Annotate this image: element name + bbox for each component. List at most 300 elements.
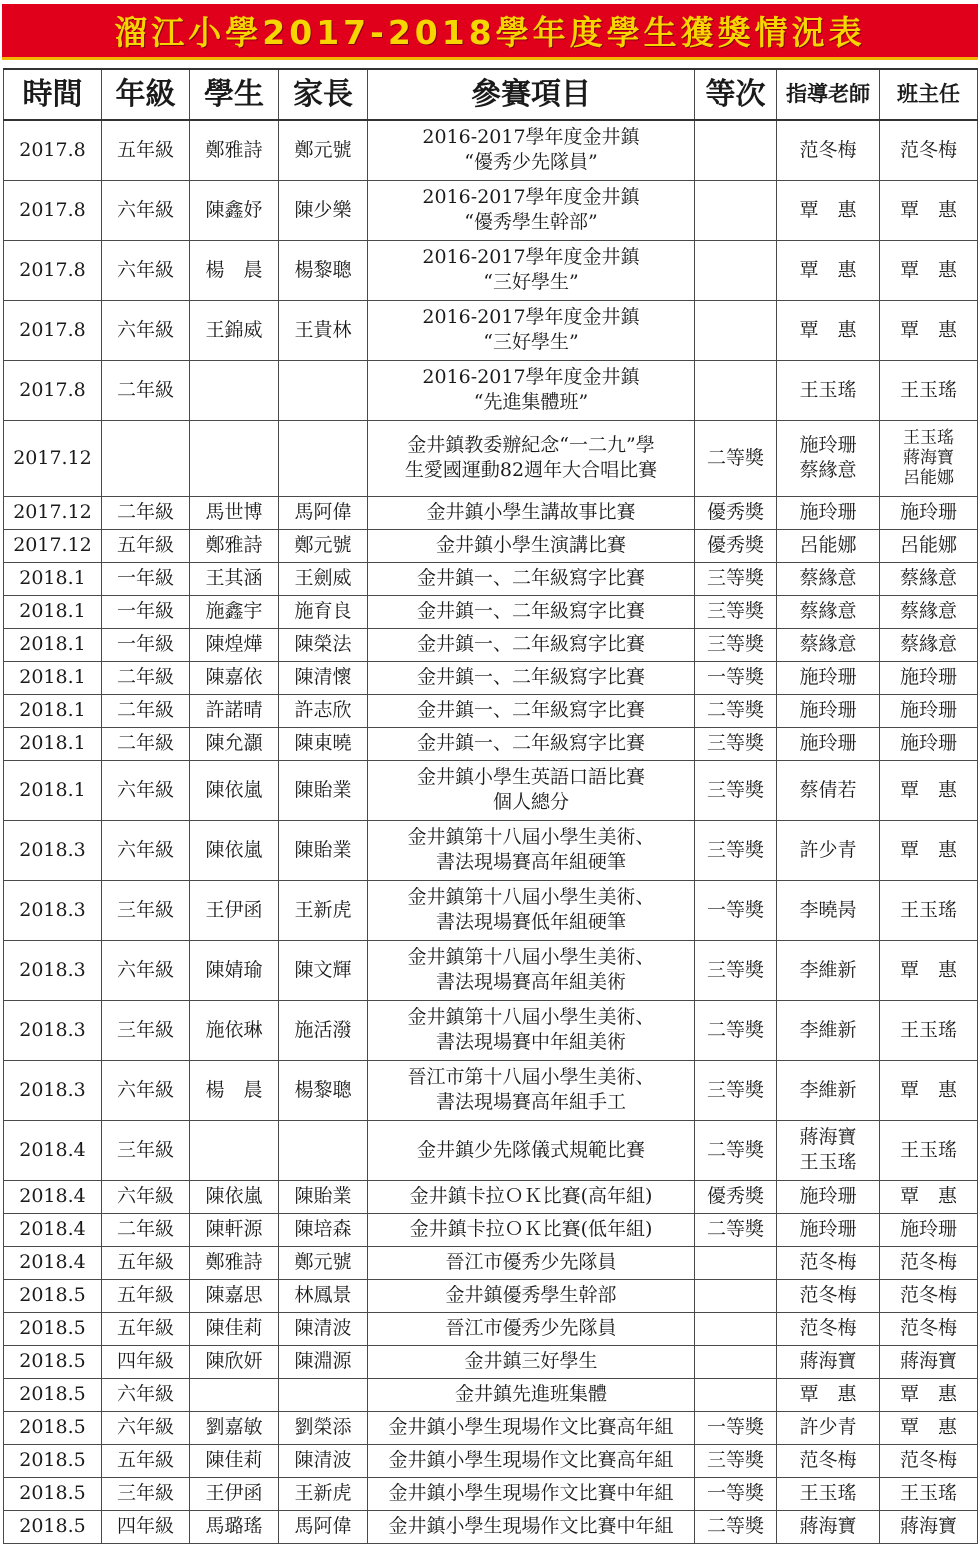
awards-table-wrapper [3, 68, 977, 1544]
cell-homeroom [880, 529, 978, 562]
cell-student: 陳嘉依 [190, 661, 279, 694]
cell-student: 陳佳莉 [190, 1444, 279, 1477]
cell-event [368, 1444, 695, 1477]
cell-award [695, 240, 777, 300]
table-row [4, 562, 978, 595]
cell-parent: 陳貽業 [279, 1180, 368, 1213]
cell-advisor-line: 范冬梅 [799, 1449, 857, 1471]
cell-date: 2018.5 [4, 1378, 102, 1411]
cell-advisor [777, 1000, 880, 1060]
cell-advisor-line: 覃 惠 [799, 318, 857, 341]
cell-advisor [777, 1378, 880, 1411]
cell-event [368, 1345, 695, 1378]
table-row [4, 1213, 978, 1246]
cell-homeroom [880, 1312, 978, 1345]
cell-advisor [777, 940, 880, 1000]
cell-event [368, 1279, 695, 1312]
table-row [4, 1000, 978, 1060]
cell-homeroom [880, 820, 978, 880]
header-event: 參賽項目 [368, 69, 695, 120]
table-header-row [4, 69, 978, 120]
cell-event-line: 金井鎮一、二年級寫字比賽 [416, 732, 645, 754]
cell-student: 施鑫宇 [190, 595, 279, 628]
cell-event-line: 金井鎮小學生演講比賽 [435, 534, 626, 556]
cell-student: 陳允灝 [190, 727, 279, 760]
cell-student: 馬璐瑤 [190, 1510, 279, 1543]
cell-grade: 二年級 [102, 360, 190, 420]
cell-homeroom-line: 施玲珊 [899, 666, 957, 688]
cell-award: 三等獎 [695, 820, 777, 880]
table-row [4, 727, 978, 760]
cell-student [190, 1120, 279, 1180]
cell-homeroom [880, 1279, 978, 1312]
cell-student [190, 1378, 279, 1411]
cell-advisor-line: 覃 惠 [799, 198, 857, 221]
cell-advisor-line: 施玲珊 [799, 1218, 857, 1240]
cell-parent: 楊黎聰 [279, 1060, 368, 1120]
cell-grade: 四年級 [102, 1510, 190, 1543]
cell-advisor-line: 施玲珊 [799, 699, 857, 721]
cell-advisor [777, 240, 880, 300]
cell-parent: 陳貽業 [279, 820, 368, 880]
cell-award [695, 180, 777, 240]
cell-event [368, 1378, 695, 1411]
cell-homeroom-line: 施玲珊 [899, 699, 957, 721]
cell-event [368, 1000, 695, 1060]
cell-homeroom [880, 420, 978, 496]
cell-advisor [777, 661, 880, 694]
cell-parent [279, 420, 368, 496]
cell-advisor [777, 496, 880, 529]
cell-award: 一等獎 [695, 1477, 777, 1510]
cell-parent: 陳少樂 [279, 180, 368, 240]
cell-advisor-line: 王玉瑤 [799, 1151, 857, 1173]
cell-grade: 六年級 [102, 300, 190, 360]
cell-advisor [777, 420, 880, 496]
cell-grade: 二年級 [102, 1213, 190, 1246]
cell-homeroom [880, 1180, 978, 1213]
cell-date: 2018.4 [4, 1120, 102, 1180]
header-homeroom: 班主任 [880, 69, 978, 120]
table-row [4, 1345, 978, 1378]
cell-homeroom [880, 1246, 978, 1279]
cell-award: 一等獎 [695, 880, 777, 940]
cell-grade: 五年級 [102, 1312, 190, 1345]
cell-advisor [777, 694, 880, 727]
cell-event-line: 金井鎮卡拉ＯＫ比賽(低年組) [409, 1218, 653, 1240]
cell-date: 2018.1 [4, 595, 102, 628]
cell-event-line: 金井鎮第十八屆小學生美術、 [407, 886, 655, 908]
cell-student: 陳依嵐 [190, 1180, 279, 1213]
cell-student: 陳婧瑜 [190, 940, 279, 1000]
cell-advisor [777, 1246, 880, 1279]
cell-advisor [777, 760, 880, 820]
cell-event [368, 1312, 695, 1345]
cell-parent: 王劍威 [279, 562, 368, 595]
cell-homeroom [880, 628, 978, 661]
cell-parent: 馬阿偉 [279, 496, 368, 529]
cell-advisor-line: 王玉瑤 [799, 1482, 857, 1504]
cell-grade: 三年級 [102, 880, 190, 940]
cell-homeroom [880, 240, 978, 300]
cell-award [695, 1279, 777, 1312]
cell-homeroom-line: 施玲珊 [899, 501, 957, 523]
cell-homeroom-line: 蔡緣意 [899, 567, 957, 589]
cell-homeroom-line: 覃 惠 [899, 258, 957, 281]
cell-advisor-line: 李維新 [799, 958, 857, 981]
cell-event-line: “優秀少先隊員” [464, 151, 598, 174]
cell-advisor-line: 蔡緣意 [799, 459, 857, 481]
cell-date: 2018.1 [4, 562, 102, 595]
cell-award: 三等獎 [695, 760, 777, 820]
cell-advisor-line: 蔡倩若 [799, 778, 857, 801]
cell-award: 三等獎 [695, 1060, 777, 1120]
cell-student [190, 360, 279, 420]
cell-advisor [777, 360, 880, 420]
cell-homeroom-line: 范冬梅 [899, 1284, 957, 1306]
cell-award: 一等獎 [695, 1411, 777, 1444]
cell-student: 陳欣妍 [190, 1345, 279, 1378]
cell-homeroom [880, 496, 978, 529]
cell-parent: 陳培森 [279, 1213, 368, 1246]
cell-date: 2018.1 [4, 694, 102, 727]
cell-parent: 許志欣 [279, 694, 368, 727]
cell-event [368, 562, 695, 595]
cell-award [695, 360, 777, 420]
cell-homeroom-line: 王玉瑤 [899, 1482, 957, 1504]
cell-event-line: 書法現場賽中年組美術 [435, 1031, 626, 1053]
cell-event-line: 金井鎮小學生英語口語比賽 [416, 766, 645, 788]
cell-homeroom [880, 880, 978, 940]
table-row [4, 1060, 978, 1120]
cell-parent: 陳清波 [279, 1444, 368, 1477]
cell-grade: 六年級 [102, 1411, 190, 1444]
cell-event [368, 1510, 695, 1543]
header-grade: 年級 [102, 69, 190, 120]
cell-grade: 三年級 [102, 1120, 190, 1180]
cell-homeroom-line: 蔣海寶 [899, 1350, 957, 1372]
cell-date: 2017.12 [4, 420, 102, 496]
cell-parent: 馬阿偉 [279, 1510, 368, 1543]
table-row [4, 880, 978, 940]
cell-event [368, 661, 695, 694]
table-row [4, 496, 978, 529]
cell-parent: 林鳳景 [279, 1279, 368, 1312]
cell-date: 2018.5 [4, 1411, 102, 1444]
cell-advisor-line: 蔣海寶 [799, 1126, 857, 1148]
cell-grade: 一年級 [102, 562, 190, 595]
table-row [4, 300, 978, 360]
cell-event-line: 個人總分 [492, 791, 569, 813]
cell-advisor [777, 1510, 880, 1543]
cell-advisor [777, 880, 880, 940]
cell-grade: 三年級 [102, 1000, 190, 1060]
cell-advisor-line: 范冬梅 [799, 1284, 857, 1306]
cell-advisor-line: 王玉瑤 [799, 378, 857, 401]
cell-date: 2018.5 [4, 1510, 102, 1543]
cell-date: 2018.5 [4, 1345, 102, 1378]
table-row [4, 1477, 978, 1510]
cell-event-line: 書法現場賽高年組手工 [435, 1091, 626, 1113]
cell-award [695, 300, 777, 360]
cell-advisor-line: 許少青 [799, 1416, 857, 1438]
cell-advisor-line: 李曉昺 [799, 898, 857, 921]
cell-homeroom-line: 蔡緣意 [899, 633, 957, 655]
cell-event-line: 書法現場賽高年組美術 [435, 971, 626, 993]
cell-event-line: 金井鎮小學生現場作文比賽高年組 [388, 1449, 674, 1471]
cell-advisor [777, 1411, 880, 1444]
cell-homeroom [880, 562, 978, 595]
cell-award [695, 1312, 777, 1345]
cell-event [368, 1411, 695, 1444]
cell-parent: 陳淵源 [279, 1345, 368, 1378]
cell-homeroom [880, 300, 978, 360]
cell-homeroom-line: 覃 惠 [899, 838, 957, 861]
cell-homeroom-line: 王玉瑤 [899, 1018, 957, 1041]
cell-student: 王伊函 [190, 880, 279, 940]
cell-homeroom-line: 王玉瑤 [903, 428, 954, 448]
cell-homeroom [880, 1378, 978, 1411]
table-row [4, 1444, 978, 1477]
cell-homeroom [880, 1120, 978, 1180]
cell-award [695, 1378, 777, 1411]
cell-event-line: 金井鎮一、二年級寫字比賽 [416, 600, 645, 622]
cell-date: 2018.3 [4, 940, 102, 1000]
cell-award: 優秀獎 [695, 496, 777, 529]
cell-grade: 三年級 [102, 1477, 190, 1510]
cell-homeroom [880, 360, 978, 420]
cell-homeroom [880, 595, 978, 628]
cell-advisor-line: 施玲珊 [799, 501, 857, 523]
cell-event-line: “先進集體班” [473, 391, 589, 413]
cell-award: 三等獎 [695, 628, 777, 661]
cell-student: 陳依嵐 [190, 760, 279, 820]
cell-parent: 楊黎聰 [279, 240, 368, 300]
cell-event [368, 240, 695, 300]
cell-parent: 施育良 [279, 595, 368, 628]
cell-grade: 二年級 [102, 496, 190, 529]
cell-grade: 五年級 [102, 1444, 190, 1477]
cell-homeroom-line: 覃 惠 [899, 778, 957, 801]
cell-grade: 二年級 [102, 727, 190, 760]
cell-homeroom-line: 王玉瑤 [899, 898, 957, 921]
cell-homeroom [880, 180, 978, 240]
cell-date: 2017.12 [4, 529, 102, 562]
cell-homeroom [880, 120, 978, 180]
cell-parent: 陳榮法 [279, 628, 368, 661]
cell-event-line: 2016-2017學年度金井鎮 [422, 246, 640, 268]
cell-homeroom [880, 661, 978, 694]
cell-event-line: 金井鎮小學生現場作文比賽中年組 [388, 1482, 674, 1504]
cell-homeroom [880, 1444, 978, 1477]
cell-event-line: 金井鎮三好學生 [464, 1350, 598, 1372]
cell-date: 2017.8 [4, 240, 102, 300]
cell-advisor-line: 施玲珊 [799, 434, 857, 456]
cell-event-line: “三好學生” [483, 271, 579, 293]
cell-event [368, 1477, 695, 1510]
cell-event [368, 180, 695, 240]
cell-advisor-line: 蔡緣意 [799, 567, 857, 589]
cell-event-line: 金井鎮一、二年級寫字比賽 [416, 633, 645, 655]
cell-homeroom [880, 1060, 978, 1120]
cell-advisor-line: 范冬梅 [799, 1317, 857, 1339]
table-row [4, 1312, 978, 1345]
cell-advisor-line: 施玲珊 [799, 1185, 857, 1207]
cell-advisor-line: 蔣海寶 [799, 1515, 857, 1537]
cell-parent: 鄭元號 [279, 120, 368, 180]
header-date: 時間 [4, 69, 102, 120]
cell-event [368, 300, 695, 360]
cell-advisor-line: 蔡緣意 [799, 600, 857, 622]
cell-grade: 四年級 [102, 1345, 190, 1378]
cell-date: 2018.4 [4, 1246, 102, 1279]
cell-advisor-line: 李維新 [799, 1078, 857, 1101]
cell-event [368, 694, 695, 727]
cell-student: 陳軒源 [190, 1213, 279, 1246]
cell-parent: 施活潑 [279, 1000, 368, 1060]
table-row [4, 1246, 978, 1279]
cell-parent [279, 1120, 368, 1180]
cell-homeroom [880, 694, 978, 727]
cell-grade [102, 420, 190, 496]
cell-event [368, 880, 695, 940]
table-row [4, 1378, 978, 1411]
cell-grade: 六年級 [102, 820, 190, 880]
cell-homeroom-line: 蔣海寶 [899, 1515, 957, 1537]
awards-table [3, 68, 978, 1544]
cell-student: 陳嘉思 [190, 1279, 279, 1312]
table-row [4, 120, 978, 180]
cell-advisor [777, 628, 880, 661]
cell-homeroom-line: 范冬梅 [899, 138, 957, 161]
cell-homeroom-line: 蔡緣意 [899, 600, 957, 622]
cell-advisor-line: 蔡緣意 [799, 633, 857, 655]
cell-student [190, 420, 279, 496]
cell-event-line: 金井鎮第十八屆小學生美術、 [407, 946, 655, 968]
cell-homeroom [880, 1477, 978, 1510]
cell-award: 二等獎 [695, 694, 777, 727]
cell-homeroom-line: 覃 惠 [899, 198, 957, 221]
cell-grade: 五年級 [102, 120, 190, 180]
cell-parent: 陳東曉 [279, 727, 368, 760]
cell-event-line: 2016-2017學年度金井鎮 [422, 366, 640, 388]
cell-event [368, 1180, 695, 1213]
table-row [4, 1510, 978, 1543]
cell-date: 2018.5 [4, 1477, 102, 1510]
cell-homeroom-line: 覃 惠 [899, 1185, 957, 1207]
cell-homeroom-line: 呂能娜 [903, 468, 954, 488]
cell-event-line: 金井鎮卡拉ＯＫ比賽(高年組) [409, 1185, 653, 1207]
cell-student: 陳煌燁 [190, 628, 279, 661]
table-row [4, 628, 978, 661]
cell-student: 陳鑫妤 [190, 180, 279, 240]
cell-homeroom [880, 1510, 978, 1543]
cell-advisor-line: 施玲珊 [799, 732, 857, 754]
cell-homeroom-line: 范冬梅 [899, 1317, 957, 1339]
cell-event [368, 360, 695, 420]
cell-date: 2018.3 [4, 1000, 102, 1060]
cell-parent: 陳清波 [279, 1312, 368, 1345]
cell-event-line: 2016-2017學年度金井鎮 [422, 306, 640, 328]
cell-grade: 六年級 [102, 180, 190, 240]
cell-grade: 一年級 [102, 628, 190, 661]
cell-parent: 王新虎 [279, 880, 368, 940]
cell-event-line: 金井鎮少先隊儀式規範比賽 [416, 1138, 645, 1161]
cell-event-line: 金井鎮第十八屆小學生美術、 [407, 826, 655, 848]
table-row [4, 420, 978, 496]
cell-event-line: 金井鎮一、二年級寫字比賽 [416, 567, 645, 589]
cell-advisor-line: 范冬梅 [799, 138, 857, 161]
cell-parent: 陳貽業 [279, 760, 368, 820]
cell-award: 二等獎 [695, 1213, 777, 1246]
cell-award: 優秀獎 [695, 1180, 777, 1213]
cell-homeroom-line: 范冬梅 [899, 1251, 957, 1273]
cell-advisor [777, 595, 880, 628]
cell-homeroom-line: 王玉瑤 [899, 378, 957, 401]
cell-student: 楊 晨 [190, 1060, 279, 1120]
cell-event-line: 晉江市第十八屆小學生美術、 [407, 1066, 655, 1088]
cell-homeroom-line: 覃 惠 [899, 1078, 957, 1101]
cell-student: 鄭雅詩 [190, 1246, 279, 1279]
title-banner [2, 4, 978, 60]
cell-advisor [777, 1312, 880, 1345]
cell-event-line: 金井鎮小學生現場作文比賽高年組 [388, 1416, 674, 1438]
cell-award: 二等獎 [695, 420, 777, 496]
cell-homeroom [880, 1345, 978, 1378]
cell-student: 王其涵 [190, 562, 279, 595]
cell-date: 2018.5 [4, 1444, 102, 1477]
cell-grade: 六年級 [102, 940, 190, 1000]
cell-student: 馬世博 [190, 496, 279, 529]
cell-parent [279, 360, 368, 420]
cell-homeroom-line: 覃 惠 [899, 1416, 957, 1438]
table-row [4, 661, 978, 694]
cell-homeroom-line: 覃 惠 [899, 1383, 957, 1405]
cell-student: 楊 晨 [190, 240, 279, 300]
table-row [4, 694, 978, 727]
cell-award: 二等獎 [695, 1120, 777, 1180]
cell-advisor [777, 180, 880, 240]
cell-date: 2018.5 [4, 1279, 102, 1312]
cell-grade: 二年級 [102, 661, 190, 694]
cell-grade: 六年級 [102, 1180, 190, 1213]
cell-homeroom-line: 呂能娜 [899, 534, 957, 556]
cell-homeroom-line: 蔣海寶 [903, 448, 954, 468]
cell-student: 劉嘉敏 [190, 1411, 279, 1444]
table-row [4, 1120, 978, 1180]
cell-student: 陳依嵐 [190, 820, 279, 880]
cell-event-line: 金井鎮小學生現場作文比賽中年組 [388, 1515, 674, 1537]
cell-event-line: 金井鎮先進班集體 [454, 1383, 607, 1405]
cell-advisor [777, 562, 880, 595]
cell-student: 陳佳莉 [190, 1312, 279, 1345]
cell-event-line: 金井鎮一、二年級寫字比賽 [416, 699, 645, 721]
cell-date: 2018.1 [4, 628, 102, 661]
cell-advisor [777, 1477, 880, 1510]
table-row [4, 529, 978, 562]
cell-award [695, 1246, 777, 1279]
cell-event-line: 金井鎮小學生講故事比賽 [426, 501, 636, 523]
cell-grade: 二年級 [102, 694, 190, 727]
cell-award: 三等獎 [695, 595, 777, 628]
cell-homeroom [880, 1000, 978, 1060]
cell-event-line: 金井鎮第十八屆小學生美術、 [407, 1006, 655, 1028]
cell-event-line: 金井鎮教委辦紀念“一二九”學 [407, 434, 655, 456]
cell-date: 2018.3 [4, 880, 102, 940]
cell-event [368, 1120, 695, 1180]
cell-grade: 五年級 [102, 1279, 190, 1312]
cell-date: 2018.1 [4, 760, 102, 820]
